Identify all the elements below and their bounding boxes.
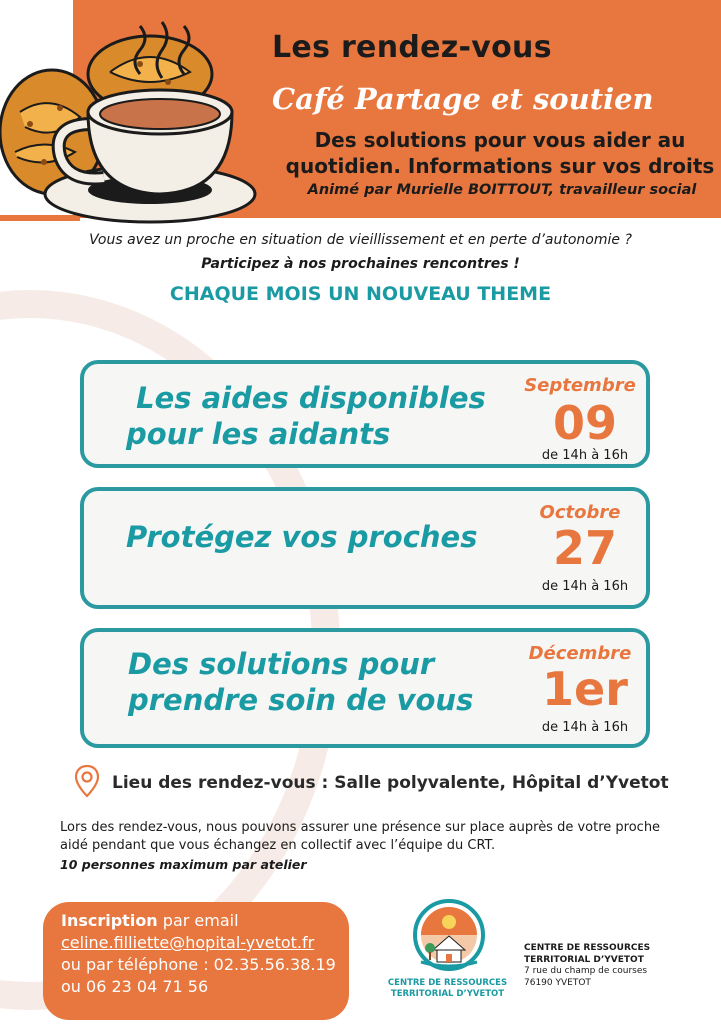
registration-phone2: ou 06 23 04 71 56	[61, 977, 209, 996]
organization-name-line2: TERRITORIAL D’YVETOT	[524, 954, 644, 965]
session-month: Octobre	[539, 502, 621, 523]
session-card-october	[80, 487, 650, 609]
organization-address-line2: 76190 YVETOT	[524, 977, 591, 988]
logo-text-line1: CENTRE DE RESSOURCES	[387, 978, 508, 988]
header-title: Les rendez-vous	[272, 30, 552, 65]
session-card-september	[80, 360, 650, 468]
header-description	[285, 127, 715, 179]
session-title	[126, 380, 486, 452]
registration-box	[43, 902, 349, 1020]
header-description-line1: Des solutions pour vous aider au	[314, 128, 686, 152]
session-title-line1: Protégez vos proches	[126, 520, 478, 554]
session-day: 1er	[542, 662, 628, 716]
session-title	[126, 519, 477, 555]
location-pin-icon	[74, 764, 100, 798]
registration-label: Inscription	[61, 911, 158, 930]
session-card-december	[80, 628, 650, 748]
session-title-line2: prendre soin de vous	[128, 683, 474, 717]
session-time: de 14h à 16h	[541, 448, 629, 463]
header-subtitle: Café Partage et soutien	[272, 82, 654, 116]
session-day: 27	[552, 521, 617, 575]
registration-by-email: par email	[157, 911, 239, 930]
capacity-note: 10 personnes maximum par atelier	[60, 857, 307, 872]
location-text: Lieu des rendez-vous : Salle polyvalente, Hôpital d’Yvetot	[112, 773, 669, 793]
organization-name-line1: CENTRE DE RESSOURCES	[524, 943, 651, 953]
header-animator: Animé par Murielle BOITTOUT, travailleur social	[307, 182, 697, 198]
session-title-line2: pour les aidants	[126, 417, 391, 451]
intro-question: Vous avez un proche en situation de vieillissement et en perte d’autonomie ?	[89, 232, 632, 248]
header-description-line2: quotidien. Informations sur vos droits	[285, 154, 715, 178]
session-title-line1: Des solutions pour	[128, 647, 435, 681]
registration-email-link[interactable]: celine.filliette@hopital-yvetot.fr	[61, 933, 315, 952]
session-day: 09	[552, 396, 617, 450]
logo-text-line2: TERRITORIAL D’YVETOT	[390, 989, 505, 999]
registration-phone: ou par téléphone : 02.35.56.38.19	[61, 955, 336, 974]
registration-heading	[61, 910, 349, 932]
organization-address	[524, 943, 650, 989]
logo-text	[380, 978, 515, 1000]
session-time: de 14h à 16h	[541, 579, 629, 594]
intro-invitation: Participez à nos prochaines rencontres !	[201, 256, 520, 272]
organization-address-line1: 7 rue du champ de courses	[524, 966, 648, 976]
session-month: Septembre	[524, 375, 636, 396]
session-time: de 14h à 16h	[541, 720, 629, 735]
session-title-line1: Les aides disponibles	[126, 381, 486, 415]
note-text: Lors des rendez-vous, nous pouvons assurer une présence sur place auprès de votre proche aidé pendant que vous échangez en collectif avec l’équipe du CRT.	[60, 820, 661, 853]
session-title	[128, 646, 473, 718]
crt-logo-icon	[400, 898, 498, 972]
session-month: Décembre	[528, 643, 632, 664]
coffee-cup-pastry-illustration	[0, 12, 270, 227]
theme-banner: CHAQUE MOIS UN NOUVEAU THEME	[169, 283, 552, 305]
